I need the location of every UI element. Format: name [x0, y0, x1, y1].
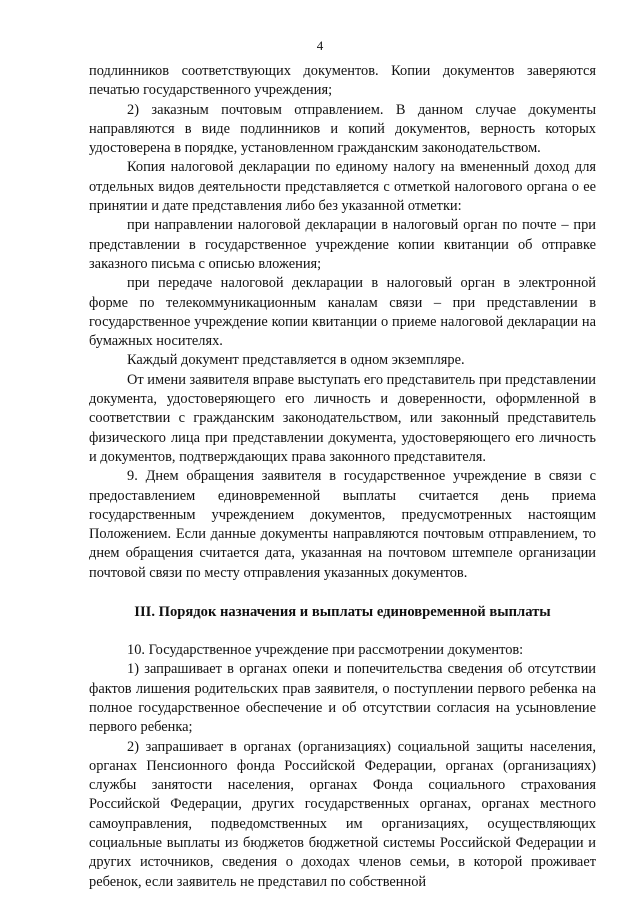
page-number: 4: [316, 38, 324, 53]
paragraphs-after-heading: [89, 641, 596, 892]
paragraph: 2) запрашивает в органах (организациях) социальной защиты населения, органах Пенсионного фонда Российской Федерации, органах (организациях) службы занятости населения, органах Фонда социального страхования Российской Федерации, других государственных органах, органах местного самоуправления, подведомственных им организациях, осуществляющих социальные выплаты из бюджетов бюджетной системы Российской Федерации и других источников, сведения о доходах членов семьи, в которой проживает ребенок, если заявитель не представил по собственной: [89, 738, 596, 890]
paragraph: 10. Государственное учреждение при рассмотрении документов:: [127, 642, 524, 659]
paragraphs-before-heading: [89, 62, 596, 583]
section-heading: III. Порядок назначения и выплаты единовременной выплаты: [134, 604, 551, 621]
paragraph: От имени заявителя вправе выступать его представитель при представлении документа, удостоверяющего его личность и доверенности, оформленной в соответствии с гражданским законодательством, или законный представитель физического лица при представлении документа, удостоверяющего его личность и документов, подтверждающих права законного представителя.: [89, 371, 596, 465]
paragraph: Копия налоговой декларации по единому налогу на вмененный доход для отдельных видов деятельности представляется с отметкой налогового органа о ее принятии и дате представления либо без указанной отметки:: [89, 159, 596, 215]
paragraph: подлинников соответствующих документов. Копии документов заверяются печатью государственного учреждения;: [89, 63, 596, 99]
paragraph: 1) запрашивает в органах опеки и попечительства сведения об отсутствии фактов лишения родительских прав заявителя, о поступлении первого ребенка на полное государственное обеспечение и об отсутствии согласия на усыновление первого ребенка;: [89, 661, 596, 736]
paragraph: 9. Днем обращения заявителя в государственное учреждение в связи с предоставлением единовременной выплаты считается день приема государственным учреждением документов, предусмотренных настоящим Положением. Если данные документы направляются почтовым отправлением, то днем обращения считается дата, указанная на почтовом штемпеле организации почтовой связи по месту отправления указанных документов.: [89, 468, 596, 581]
paragraph: 2) заказным почтовым отправлением. В данном случае документы направляются в виде подлинников и копий документов, верность которых удостоверена в порядке, установленном гражданским законодательством.: [89, 101, 596, 157]
paragraph: при передаче налоговой декларации в налоговый орган в электронной форме по телекоммуникационным каналам связи – при представлении в государственное учреждение копии квитанции о приеме налоговой декларации на бумажных носителях.: [89, 275, 596, 350]
document-body: [89, 62, 596, 892]
paragraph: при направлении налоговой декларации в налоговый орган по почте – при представлении в государственное учреждение копии квитанции об отправке заказного письма с описью вложения;: [89, 217, 596, 272]
paragraph: Каждый документ представляется в одном экземпляре.: [127, 352, 465, 369]
